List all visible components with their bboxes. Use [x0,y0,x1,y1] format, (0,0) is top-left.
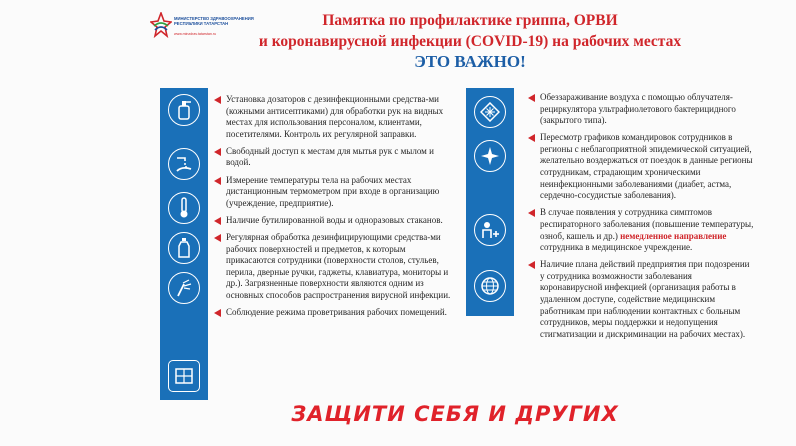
list-item [214,175,454,210]
compass-icon [474,140,506,172]
red-arrow-marker [528,134,535,142]
list-item [214,232,454,302]
list-item-text: Измерение температуры тела на рабочих местах дистанционным термометром при входе в организацию (учреждение, предприятие). [226,174,440,208]
red-arrow-marker [528,209,535,217]
list-item-text: Пересмотр графиков командировок сотрудников в регионы с неблагоприятной эпидемической ситуацией, желательно воздержаться от поездок в данные регионы сотрудникам, страдающим хроническими неинфекционными заболеваниями (диабет, астма, сердечно-сосудистые заболевания). [540,132,753,201]
ministry-logo [150,10,260,46]
list-item [214,146,454,169]
ministry-url: www.minzdrav.tatarstan.ru [174,32,217,36]
list-item-text: Свободный доступ к местам для мытья рук с мылом и водой. [226,145,434,168]
water-bottle-icon [168,232,200,264]
list-item-text: Наличие бутилированной воды и одноразовых стаканов. [226,214,443,225]
left-measures-list [214,94,454,324]
ministry-name: МИНИСТЕРСТВО ЗДРАВООХРАНЕНИЯ РЕСПУБЛИКИ ТАТАРСТАН [174,16,254,26]
list-item [528,259,756,340]
red-arrow-marker [214,96,221,104]
ministry-emblem-icon [150,12,172,38]
list-item [214,307,454,319]
list-item [214,94,454,140]
globe-icon [474,270,506,302]
window-icon [168,360,200,392]
list-item [214,215,454,227]
list-item-text: Установка дозаторов с дезинфекционными средства-ми (кожными антисептиками) для обработки рук на видных местах для использования персоналом, клиентами, посетителями. Контроль их регулярной заправки. [226,94,444,139]
red-arrow-marker [528,261,535,269]
list-item-text-after: сотрудника в медицинское учреждение. [540,242,693,253]
thermometer-icon [168,192,200,224]
sick-person-icon [474,214,506,246]
list-item-text: Регулярная обработка дезинфицирующими средства-ми рабочих поверхностей и предметов, к которым прикасаются сотрудники (поверхности столов, стульев, перила, дверные ручки, гаджеты, клавиатура, мониторы и др.). Загрязненные поверхности являются одним из основных способов распространения вирусной инфекции. [226,231,451,300]
red-arrow-marker [214,234,221,242]
list-item-text: Соблюдение режима проветривания рабочих помещений. [226,307,447,317]
slogan: ЗАЩИТИ СЕБЯ И ДРУГИХ [291,402,619,426]
title-line-1: Памятка по профилактике гриппа, ОРВИ [322,12,618,29]
emphasis-text: немедленное направление [620,230,727,241]
list-item [528,207,756,253]
red-arrow-marker [214,217,221,225]
list-item [528,92,756,127]
right-icon-strip [466,88,514,316]
page-title [250,10,690,52]
title-line-2: и коронавирусной инфекции (COVID-19) на рабочих местах [258,33,682,50]
left-icon-strip [160,88,208,400]
red-arrow-marker [528,94,535,102]
dispenser-icon [168,94,200,126]
list-item-text: Наличие плана действий предприятия при подозрении у сотрудника возможности заболевания коронавирусной инфекцией (организация работы в удаленном доступе, содействие медицинским работникам при наблюдении контактных с больным сотрудников, меры поддержки и недопущения стигматизации и дискриминации на рабочих местах). [540,259,750,339]
important-heading: ЭТО ВАЖНО! [414,52,526,71]
right-measures-list [528,92,756,346]
red-arrow-marker [214,177,221,185]
cleaning-spray-icon [168,272,200,304]
list-item-text: Обеззараживание воздуха с помощью облучателя-рециркулятора ультрафиолетового бактерицидного (закрытого типа). [540,92,736,126]
list-item [528,132,756,202]
air-purifier-icon [474,96,506,128]
list-item-text-before: В случае появления у сотрудника симптомов респираторного заболевания (повышение температуры, озноб, кашель и др.) [540,207,754,241]
red-arrow-marker [214,309,221,317]
red-arrow-marker [214,148,221,156]
hand-washing-icon [168,148,200,180]
